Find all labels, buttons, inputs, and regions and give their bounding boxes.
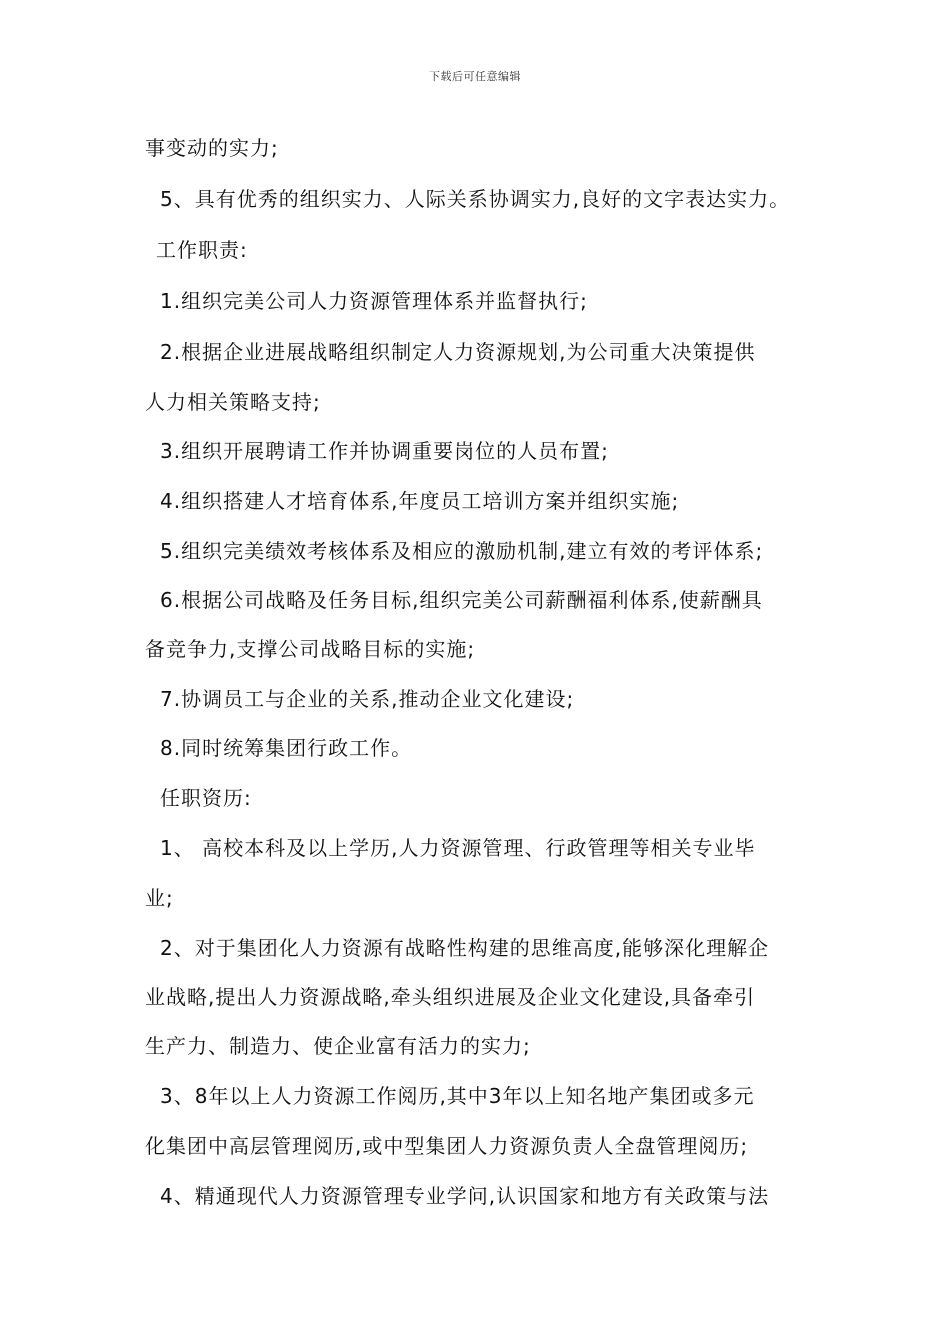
section-heading: 任职资历: [160,786,252,810]
text-line: 化集团中高层管理阅历,或中型集团人力资源负责人全盘管理阅历; [145,1134,749,1158]
page-header: 下载后可任意编辑 [429,70,521,83]
list-item: 3.组织开展聘请工作并协调重要岗位的人员布置; [160,439,609,463]
text-line: 事变动的实力; [145,136,279,160]
list-item: 4.组织搭建人才培育体系,年度员工培训方案并组织实施; [160,489,680,513]
list-item: 7.协调员工与企业的关系,推动企业文化建设; [160,687,575,711]
text-line: 生产力、制造力、使企业富有活力的实力; [145,1034,531,1058]
text-line: 业; [145,886,174,910]
section-heading: 工作职责: [156,238,248,262]
text-line: 业战略,提出人力资源战略,牵头组织进展及企业文化建设,具备牵引 [145,985,756,1009]
list-item: 3、8年以上人力资源工作阅历,其中3年以上知名地产集团或多元 [160,1084,755,1108]
list-item: 1、 高校本科及以上学历,人力资源管理、行政管理等相关专业毕 [160,836,756,860]
list-item: 5.组织完美绩效考核体系及相应的激励机制,建立有效的考评体系; [160,539,764,563]
list-item: 2、对于集团化人力资源有战略性构建的思维高度,能够深化理解企 [160,936,770,960]
text-line: 人力相关策略支持; [145,390,321,414]
text-line: 5、具有优秀的组织实力、人际关系协调实力,良好的文字表达实力。 [160,187,791,211]
list-item: 1.组织完美公司人力资源管理体系并监督执行; [160,289,588,313]
list-item: 6.根据公司战略及任务目标,组织完美公司薪酬福利体系,使薪酬具 [160,588,763,612]
list-item: 4、精通现代人力资源管理专业学问,认识国家和地方有关政策与法 [160,1184,770,1208]
text-line: 备竞争力,支撑公司战略目标的实施; [145,637,476,661]
list-item: 8.同时统筹集团行政工作。 [160,736,413,760]
list-item: 2.根据企业进展战略组织制定人力资源规划,为公司重大决策提供 [160,340,756,364]
